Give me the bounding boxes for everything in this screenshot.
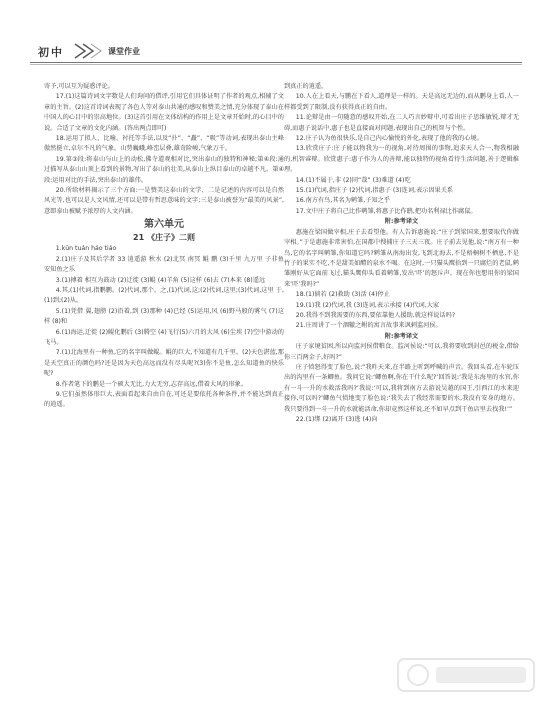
page-header <box>0 0 546 80</box>
paragraph: 18.(1)倘若 (2)救助 (3)活 (4)停止 <box>295 291 390 299</box>
lesson-title: 21 《庄子》二则 <box>133 233 195 243</box>
paragraph: 庄子愤怒得变了脸色,说:“我昨天来,在半路上听到呼喊的声音。我回头看,在车轮压出的沟里有一条鲫鱼。我问它说:‘鲫鱼啊,你在干什么呢?’回答说:‘我是东海里的水官,你有一斗一升的水救活我吗?’我说:‘可以,我将到南方去游说吴越的国王,引西江的水来迎接你,可以吗?’鲫鱼气愤地变了脸色说:‘我失去了我经常需要的水,我没有安身的地方。我只要得到一斗一升的水就能活命,你却竟然这样说,还不如早点到干鱼店里去找我!’” <box>284 363 519 413</box>
paragraph: 11.论辩是由一句随意的感叹开始,在二人巧言妙辩中,可看出庄子思维敏锐,辩才无碍,而惠子说话中,惠子也是直接面对问题,表现出自己的机智与个性。 <box>284 114 519 132</box>
unit-title: 第六单元 <box>144 219 184 231</box>
watermark-logo <box>396 655 536 695</box>
paragraph: 8.作者笔下的鹏是一个硕大无比,力大无穷,志存高远,借着大风的形象。 <box>55 380 248 388</box>
paragraph: 22.(1)绑 (2)离开 (3)逃 (4)向 <box>295 416 378 423</box>
paragraph: 14.(1)不属于,非 (2)同“哉” (3)难道 (4)吃 <box>295 176 411 184</box>
paragraph: 13.欣赏庄子:庄子能以物我为一的视角,对待周围的事物,追求天人合一,物我相融的,机智睿辩。欣赏惠子:惠子作为人的善辩,能以独特的视角看待生活问题,善于逻辑推理。 <box>284 145 519 174</box>
paragraph: 10.人在上看天,与鹏在下看人,道理是一样的。天是高远无边的,而从鹏身上看,人一样都受到了限制,没有获得真正的自由。 <box>284 93 519 111</box>
paragraph: 17.文中庄子将自己比作鹓雏,将惠子比作鸱,把功名利禄比作腐鼠。 <box>295 207 477 215</box>
paragraph: 5.(1)凭借 翼,翅膀 (2)沿着,到 (3)那种 (4)已经 (5)运用,风 (6)野马般的雾气 (7)这样 (8)和 <box>44 307 284 326</box>
paragraph: 21.庄周讲了一个涸辙之鲋的寓言故事来讽刺监河侯。 <box>295 322 442 330</box>
paragraph: 20.所给材料揭示了三个方面:一是赞美这泰山的文学、二是记述的内容可以是自然风光等,也可以是人文风情,还可以是带有哲思意味的文字;三是泰山被誉为“最美的风景”,意即泰山被赋予浓厚的人文内涵。 <box>44 187 284 215</box>
paragraph: 12.庄子认为鱼很快乐,是自己内心愉悦的外化,表现了他的我的心境。 <box>295 135 483 143</box>
paragraph: 寄予,可以互为疑惑评论。 <box>44 83 115 90</box>
paragraph: 3.(1)搏着 相互为鼓动 (2)迁徙 (3)鲲 (4)羊角 (5)这样 (6)去 (7)本来 (8)遥远 <box>55 276 266 284</box>
paragraph: 16.南方有鸟,其名为鹓雏,子知之乎 <box>295 197 390 205</box>
paragraph: 惠施在梁国做宰相,庄子去看望他。有人告诉惠施说:“庄子到梁国来,想要取代你做宰相。”于是惠施非常害怕,在国都中搜捕庄子三天三夜。庄子前去见他,说:“南方有一种鸟,它的名字叫鹓雏,你知道它吗?鹓雏从南海出发,飞到北海去,不是梧桐树不栖息,不是竹子的果实不吃,不是甜美如醴的泉水不喝。在这时,一只猫头鹰拾到一只腐烂的老鼠,鹓雏刚好从它面前飞过,猫头鹰仰头看着鹓雏,发出‘吓’的怒斥声。现在你也想用你的梁国来‘吓’我吗?” <box>284 228 519 288</box>
translation-heading: 附:参考译文 <box>384 218 419 226</box>
right-column <box>284 82 519 425</box>
paragraph: 2.(1)庄子及其后学者 33 逍遥游 秋水 (2)北冥 南冥 鲲 鹏 (3)千里 九万里 子非鱼 安知鱼之乐 <box>44 255 284 274</box>
series-title: 课堂作业 <box>108 47 140 56</box>
header-divider <box>30 62 522 63</box>
paragraph: 17.(1)这篇诗词文字数是人们询问的借评,引用它们具体证明了作者的观点,相辅了文章的主旨。(2)这首诗词表现了各色人等对泰山共通的感叹和赞美之情,充分体现了泰山在中国人的心目中的崇高地位。(3)这首引用在文体结构的作用上是文章开始时,的心目中的说。合适了文章的文化内涵。(答出两点即可) <box>44 93 284 132</box>
paragraph: 15.(1)代词,指庄子 (2)代词,指惠子 (3)连词,表示因果关系 <box>295 187 454 195</box>
left-column <box>44 82 284 411</box>
paragraph: 20.我得不到我需要的东西,要依靠他人援助,就这样说话吗? <box>295 311 456 319</box>
paragraph: 7.(1)北海里有一种鱼,它的名字叫做鲲。鲲的巨大,不知道有几千里。(2)天色湛蓝,那是天空真正的颜色吗?还是因为天色高远而没有尽头呢?(3)你不是鱼,怎么知道鱼的快乐呢? <box>44 349 284 378</box>
translation-heading: 附:参考译文 <box>384 332 419 340</box>
header-divider-thin <box>30 64 522 65</box>
paragraph: 18.运用了拟人、比喻、衬托等手法,以及“扑”、“矗”、“吸”等动词,表现出泰山主峰傲然挺立,卓尔不凡的气象。山势巍峨,峰峦层叠,雄奇险峻,气象万千。 <box>44 135 284 153</box>
paragraph: 19.(1)我 (2)代词,我 (3)连词,表示承接 (4)代词,大家 <box>295 301 440 309</box>
grade-badge: 初中 <box>38 46 64 59</box>
paragraph: 19.第③段:将泰山与山上的动松,佛寺道观相对比,突出泰山的独特和神秘;第④段:通过描写从泰山山顶上看到的景物,写出了泰山的壮美,从泰山上纵目泰山的卓越不凡。第④段:运用对比的手法,突出泰山的雄伟。 <box>44 155 284 184</box>
paragraph: 到真正的逍遥。 <box>284 83 328 90</box>
double-chevron-icon <box>73 43 103 59</box>
paragraph: 4.其,(1)代词,指鹏鹏。(2)代词,那个。之,(1)代词,这;(2)代词,这里;(3)代词,这里 于,(1)到;(2)从。 <box>44 286 284 305</box>
paragraph: 庄子家境贫困,所以向监河侯借粮食。监河侯说:“可以,我将要收到封邑的税金,借给你三百两金子,好吗?” <box>284 343 519 361</box>
paragraph: 9.它们虽然体形巨大,表面看起来自由自在,可还是要依托各种条件,并不能达到真正的逍遥。 <box>44 390 284 409</box>
paragraph: 1.kūn tuán háo tiáo <box>55 245 117 253</box>
paragraph: 6.(1)海运,迁徙 (2)鲲化鹏后 (3)腾空 (4)飞行(5)六月的大风 (6)尘埃 (7)空中游动的飞马。 <box>44 328 284 346</box>
